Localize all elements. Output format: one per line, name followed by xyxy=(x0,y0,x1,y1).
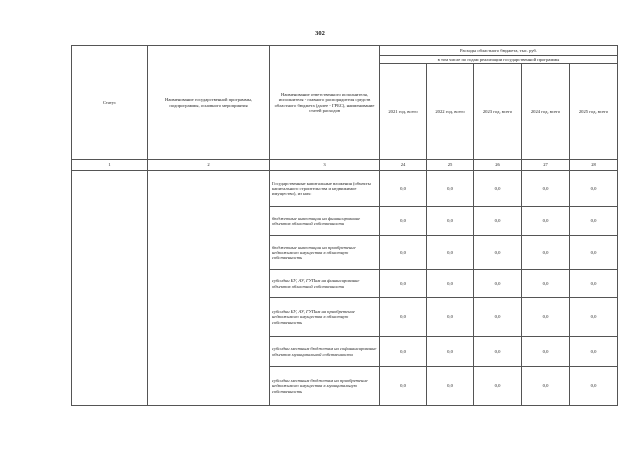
value-2024: 0,0 xyxy=(522,367,570,406)
header-executor: Наименование ответственного исполнителя, исполнителя - главного распорядителя средств областного бюджета (далее - ГРБС), наименование статей расходов xyxy=(270,46,380,160)
value-2025: 0,0 xyxy=(570,207,618,236)
column-number-row xyxy=(72,160,618,171)
header-row-group xyxy=(72,46,618,56)
value-2025: 0,0 xyxy=(570,236,618,270)
value-2024: 0,0 xyxy=(522,270,570,298)
value-2025: 0,0 xyxy=(570,367,618,406)
row-label: Государственные капитальные вложения (объекты капитального строительства и недвижимое имущество), из них: xyxy=(270,171,380,207)
value-2023: 0,0 xyxy=(474,207,522,236)
value-2024: 0,0 xyxy=(522,207,570,236)
budget-table xyxy=(71,45,618,406)
header-budget-subgroup: в том числе по годам реализации государственной программы xyxy=(380,56,618,64)
value-2025: 0,0 xyxy=(570,298,618,337)
column-number: 27 xyxy=(522,160,570,171)
column-number: 25 xyxy=(427,160,474,171)
table-row xyxy=(72,171,618,207)
value-2023: 0,0 xyxy=(474,236,522,270)
value-2022: 0,0 xyxy=(427,298,474,337)
value-2022: 0,0 xyxy=(427,270,474,298)
value-2021: 0,0 xyxy=(380,171,427,207)
header-program-name: Наименование государственной программы, подпрограммы, основного мероприятия xyxy=(148,46,270,160)
value-2025: 0,0 xyxy=(570,270,618,298)
value-2024: 0,0 xyxy=(522,298,570,337)
value-2022: 0,0 xyxy=(427,171,474,207)
value-2021: 0,0 xyxy=(380,367,427,406)
header-budget-group: Расходы областного бюджета, тыс. руб. xyxy=(380,46,618,56)
column-number: 2 xyxy=(148,160,270,171)
value-2023: 0,0 xyxy=(474,171,522,207)
value-2022: 0,0 xyxy=(427,236,474,270)
value-2024: 0,0 xyxy=(522,236,570,270)
value-2023: 0,0 xyxy=(474,337,522,367)
column-number: 24 xyxy=(380,160,427,171)
row-label: субсидии местным бюджетам на софинансирование объектов муниципальной собственности xyxy=(270,337,380,367)
page-number: 302 xyxy=(315,30,325,37)
value-2021: 0,0 xyxy=(380,337,427,367)
header-year-2023: 2023 год, всего xyxy=(474,64,522,160)
value-2023: 0,0 xyxy=(474,298,522,337)
value-2022: 0,0 xyxy=(427,367,474,406)
row-label: бюджетные инвестиции на финансирование объектов областной собственности xyxy=(270,207,380,236)
column-number: 1 xyxy=(72,160,148,171)
row-label: субсидии местным бюджетам на приобретение недвижимого имущества в муниципальную собственность xyxy=(270,367,380,406)
value-2023: 0,0 xyxy=(474,270,522,298)
value-2025: 0,0 xyxy=(570,337,618,367)
header-status: Статус xyxy=(72,46,148,160)
value-2023: 0,0 xyxy=(474,367,522,406)
value-2025: 0,0 xyxy=(570,171,618,207)
column-number: 26 xyxy=(474,160,522,171)
header-year-2024: 2024 год, всего xyxy=(522,64,570,160)
column-number: 3 xyxy=(270,160,380,171)
row-label: субсидии БУ, АУ, ГУПам на приобретение недвижимого имущества в областную собственность xyxy=(270,298,380,337)
value-2021: 0,0 xyxy=(380,270,427,298)
status-cell xyxy=(72,171,148,406)
column-number: 28 xyxy=(570,160,618,171)
value-2021: 0,0 xyxy=(380,207,427,236)
header-year-2022: 2022 год, всего xyxy=(427,64,474,160)
value-2024: 0,0 xyxy=(522,171,570,207)
program-name-cell xyxy=(148,171,270,406)
row-label: бюджетные инвестиции на приобретение недвижимого имущества в областную собственность xyxy=(270,236,380,270)
value-2024: 0,0 xyxy=(522,337,570,367)
value-2021: 0,0 xyxy=(380,298,427,337)
value-2021: 0,0 xyxy=(380,236,427,270)
value-2022: 0,0 xyxy=(427,207,474,236)
header-year-2025: 2025 год, всего xyxy=(570,64,618,160)
value-2022: 0,0 xyxy=(427,337,474,367)
row-label: субсидии БУ, АУ, ГУПам на финансирование объектов областной собственности xyxy=(270,270,380,298)
header-year-2021: 2021 год, всего xyxy=(380,64,427,160)
